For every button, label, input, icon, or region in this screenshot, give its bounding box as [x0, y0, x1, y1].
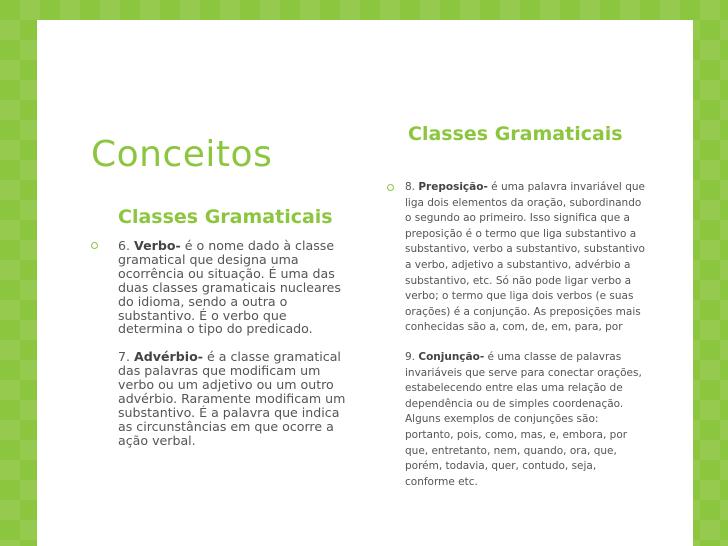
bullet-icon [91, 242, 98, 249]
bullet-item [387, 180, 645, 490]
item-term: Preposição- [418, 181, 488, 193]
item-text: é o nome dado à classe gramatical que designa uma ocorrência ou situação. É uma das duas classes gramaticais nucleares do idioma, sendo a outra o substantivo. É o verbo que determina o tipo do predicado. [118, 238, 341, 337]
right-column [387, 180, 645, 490]
item-number: 8. [405, 181, 419, 193]
bullet-icon [387, 184, 394, 191]
item-term: Advérbio- [134, 349, 203, 365]
item-number: 9. [405, 350, 419, 363]
item-number: 6. [118, 238, 135, 253]
paragraph-adverbio [118, 350, 346, 447]
item-extra-text: Alguns exemplos de conjunções são: portanto, pois, como, mas, e, embora, por que, entretanto, nem, quando, ora, que, porém, todavia, quer, contudo, seja, conforme etc. [405, 413, 628, 488]
slide-title: Conceitos [91, 134, 273, 175]
item-term: Conjunção- [418, 350, 485, 363]
item-term: Verbo- [134, 238, 181, 253]
paragraph-preposicao [405, 180, 645, 336]
left-column-heading: Classes Gramaticais [118, 206, 333, 228]
right-column-heading: Classes Gramaticais [408, 123, 623, 145]
item-text: é a classe gramatical das palavras que modificam um verbo ou um adjetivo ou um outro advérbio. Raramente modificam um substantivo. É a palavra que indica as circunstâncias em que ocorre a ação verbal. [118, 349, 346, 448]
paragraph-verbo [118, 239, 346, 336]
left-column [91, 239, 346, 448]
item-text: é uma palavra invariável que liga dois elementos da oração, subordinando o segundo ao primeiro. Isso significa que a preposição é o termo que liga substantivo a substantivo, verbo a substantivo, substantivo a verbo, adjetivo a substantivo, advérbio a substantivo, etc. Só não pode ligar verbo a verbo; o termo que liga dois verbos (e suas orações) é a conjunção. As preposições mais conhecidas são a, com, de, em, para, por [405, 181, 645, 334]
slide [37, 20, 693, 546]
item-number: 7. [118, 349, 135, 365]
item-text: é uma classe de palavras invariáveis que serve para conectar orações, estabelecendo entre elas uma relação de dependência ou de simples coordenação. [405, 350, 642, 410]
paragraph-conjuncao [405, 350, 645, 490]
bullet-item [91, 239, 346, 448]
